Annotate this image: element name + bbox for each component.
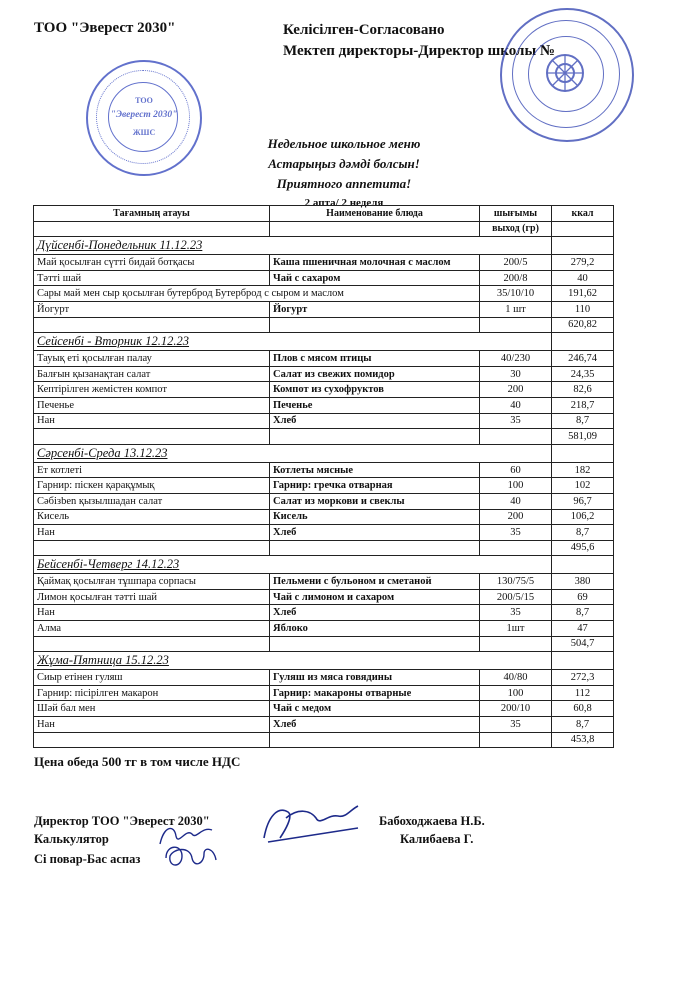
director-role: Директор ТОО "Эверест 2030"	[34, 814, 210, 828]
dish-name-ru: Чай с сахаром	[270, 270, 480, 286]
dish-name-kz: Йогурт	[34, 301, 270, 317]
dish-yield: 130/75/5	[480, 574, 552, 590]
dish-yield: 40	[480, 493, 552, 509]
menu-table	[33, 205, 614, 748]
table-row	[34, 413, 614, 429]
dish-name-ru: Компот из сухофруктов	[270, 382, 480, 398]
table-row	[34, 462, 614, 478]
dish-name-ru: Кисель	[270, 509, 480, 525]
day-total-row	[34, 636, 614, 652]
dish-name-ru: Яблоко	[270, 621, 480, 637]
dish-name-ru: Гуляш из мяса говядины	[270, 670, 480, 686]
dish-yield: 200/8	[480, 270, 552, 286]
dish-name-ru: Чай с лимоном и сахаром	[270, 589, 480, 605]
table-header-row	[34, 206, 614, 222]
column-header-ru: Наименование блюда	[270, 206, 480, 222]
dish-kcal: 272,3	[552, 670, 614, 686]
dish-name-ru: Хлеб	[270, 413, 480, 429]
approval-line-1: Келісілген-Согласовано	[283, 22, 445, 38]
dish-kcal: 110	[552, 301, 614, 317]
column-header-kcal: ккал	[552, 206, 614, 222]
dish-name-ru: Хлеб	[270, 525, 480, 541]
dish-kcal: 82,6	[552, 382, 614, 398]
lunch-price: Цена обеда 500 тг в том числе НДС	[34, 754, 241, 769]
dish-yield: 30	[480, 366, 552, 382]
dish-name-kz: Кисель	[34, 509, 270, 525]
dish-name-kz: Алма	[34, 621, 270, 637]
director-name: Бабоходжаева Н.Б.	[379, 814, 485, 828]
table-row	[34, 478, 614, 494]
dish-name-ru: Йогурт	[270, 301, 480, 317]
day-header-row	[34, 556, 614, 574]
column-header-yield-ru: выход (гр)	[480, 221, 552, 237]
dish-name-kz: Нан	[34, 717, 270, 733]
table-row	[34, 382, 614, 398]
day-total-kcal: 620,82	[552, 317, 614, 333]
menu-wish-kz: Астарыңыз дәмді болсын!	[268, 156, 420, 171]
dish-kcal: 8,7	[552, 605, 614, 621]
dish-name-kz: Сиыр етінен гуляш	[34, 670, 270, 686]
dish-yield: 40	[480, 397, 552, 413]
day-total-kcal: 581,09	[552, 429, 614, 445]
dish-kcal: 8,7	[552, 413, 614, 429]
dish-name-ru: Чай с медом	[270, 701, 480, 717]
calculator-role: Калькулятор	[34, 832, 109, 846]
dish-kcal: 112	[552, 685, 614, 701]
dish-kcal: 8,7	[552, 717, 614, 733]
day-total-row	[34, 317, 614, 333]
dish-kcal: 69	[552, 589, 614, 605]
week-label: 2 апта/ 2 неделя	[304, 197, 384, 209]
dish-name-kz: Нан	[34, 525, 270, 541]
dish-yield: 60	[480, 462, 552, 478]
dish-yield: 200/5/15	[480, 589, 552, 605]
stamp-center-text: "Эверест 2030"	[110, 110, 178, 120]
table-row	[34, 605, 614, 621]
table-row	[34, 574, 614, 590]
table-row	[34, 351, 614, 367]
dish-name-kz: Балғын қызанақтан салат	[34, 366, 270, 382]
approval-line-2: Мектеп директоры-Директор школы №	[283, 43, 555, 59]
menu-body	[34, 237, 614, 748]
day-title: Сәрсенбі-Среда 13.12.23	[34, 444, 480, 462]
day-header-row	[34, 652, 614, 670]
menu-titles	[0, 134, 688, 210]
dish-name-ru: Гарнир: гречка отварная	[270, 478, 480, 494]
dish-yield: 200	[480, 382, 552, 398]
director-signature-icon	[258, 798, 368, 848]
dish-name-kz: Нан	[34, 605, 270, 621]
table-row	[34, 589, 614, 605]
day-title: Сейсенбі - Вторник 12.12.23	[34, 333, 480, 351]
dish-kcal: 182	[552, 462, 614, 478]
dish-yield: 200/10	[480, 701, 552, 717]
day-total-kcal: 504,7	[552, 636, 614, 652]
dish-yield: 35	[480, 525, 552, 541]
dish-name-ru: Гарнир: макароны отварные	[270, 685, 480, 701]
dish-name-kz: Лимон қосылған тәтті шай	[34, 589, 270, 605]
day-header-row	[34, 444, 614, 462]
chef-role: Сі повар-Бас аспаз	[34, 852, 141, 866]
dish-kcal: 96,7	[552, 493, 614, 509]
dish-yield: 40/230	[480, 351, 552, 367]
dish-name-kz: Шәй бал мен	[34, 701, 270, 717]
dish-name-ru: Каша пшеничная молочная с маслом	[270, 255, 480, 271]
dish-yield: 100	[480, 685, 552, 701]
day-title: Жұма-Пятница 15.12.23	[34, 652, 480, 670]
table-row	[34, 670, 614, 686]
dish-kcal: 106,2	[552, 509, 614, 525]
dish-name-ru: Пельмени с бульоном и сметаной	[270, 574, 480, 590]
dish-name-ru: Плов с мясом птицы	[270, 351, 480, 367]
dish-yield: 35	[480, 717, 552, 733]
organization-name: ТОО "Эверест 2030"	[34, 20, 176, 36]
day-total-row	[34, 429, 614, 445]
day-total-kcal: 453,8	[552, 732, 614, 748]
dish-name-ru: Салат из свежих помидор	[270, 366, 480, 382]
dish-kcal: 60,8	[552, 701, 614, 717]
day-total-kcal: 495,6	[552, 540, 614, 556]
dish-name-ru: Котлеты мясные	[270, 462, 480, 478]
dish-yield: 100	[480, 478, 552, 494]
menu-title: Недельное школьное меню	[267, 136, 421, 151]
calculator-name: Калибаева Г.	[400, 832, 474, 846]
table-row	[34, 621, 614, 637]
day-title: Дүйсенбі-Понедельник 11.12.23	[34, 237, 480, 255]
dish-name-ru: Хлеб	[270, 717, 480, 733]
dish-name-kz: Май қосылған сүтті бидай ботқасы	[34, 255, 270, 271]
dish-name-kz: Тауық еті қосылған палау	[34, 351, 270, 367]
table-row	[34, 493, 614, 509]
dish-name-kz: Нан	[34, 413, 270, 429]
table-row	[34, 286, 614, 302]
table-row	[34, 255, 614, 271]
dish-name-ru: Печенье	[270, 397, 480, 413]
dish-name-kz: Тәтті шай	[34, 270, 270, 286]
dish-kcal: 218,7	[552, 397, 614, 413]
dish-kcal: 191,62	[552, 286, 614, 302]
dish-kcal: 8,7	[552, 525, 614, 541]
dish-name-kz: Печенье	[34, 397, 270, 413]
table-subheader-row	[34, 221, 614, 237]
dish-yield: 40/80	[480, 670, 552, 686]
dish-kcal: 380	[552, 574, 614, 590]
dish-name-ru: Хлеб	[270, 605, 480, 621]
dish-yield: 35/10/10	[480, 286, 552, 302]
school-stamp	[500, 8, 634, 142]
day-header-row	[34, 333, 614, 351]
dish-name-kz: Сәбізben қызылшадан салат	[34, 493, 270, 509]
dish-kcal: 24,35	[552, 366, 614, 382]
column-header-kz: Тағамның атауы	[34, 206, 270, 222]
dish-yield: 35	[480, 605, 552, 621]
table-row	[34, 301, 614, 317]
stamp-top-text: ТОО	[135, 96, 153, 105]
table-row	[34, 525, 614, 541]
dish-yield: 35	[480, 413, 552, 429]
day-title: Бейсенбі-Четверг 14.12.23	[34, 556, 480, 574]
dish-name-kz: Қаймақ қосылған тұшпара сорпасы	[34, 574, 270, 590]
dish-yield: 1шт	[480, 621, 552, 637]
day-total-row	[34, 732, 614, 748]
stamp-bottom-text: ЖШС	[132, 128, 156, 137]
dish-kcal: 279,2	[552, 255, 614, 271]
table-row	[34, 366, 614, 382]
dish-yield: 1 шт	[480, 301, 552, 317]
dish-kcal: 40	[552, 270, 614, 286]
menu-wish-ru: Приятного аппетита!	[276, 176, 412, 191]
dish-kcal: 246,74	[552, 351, 614, 367]
dish-name-kz: Гарнир: пісірілген макарон	[34, 685, 270, 701]
table-row	[34, 509, 614, 525]
dish-yield: 200/5	[480, 255, 552, 271]
column-header-yield: шығымы	[480, 206, 552, 222]
dish-kcal: 102	[552, 478, 614, 494]
dish-name-kz: Кептірілген жемістен компот	[34, 382, 270, 398]
dish-name-ru: Салат из моркови и свеклы	[270, 493, 480, 509]
table-row	[34, 717, 614, 733]
dish-kcal: 47	[552, 621, 614, 637]
day-header-row	[34, 237, 614, 255]
table-row	[34, 685, 614, 701]
day-total-row	[34, 540, 614, 556]
chef-signature-icon	[160, 838, 220, 872]
emblem-icon	[543, 51, 587, 95]
dish-name-kz: Сары май мен сыр қосылған бутерброд Бутерброд с сыром и маслом	[34, 286, 480, 302]
dish-name-kz: Гарнир: піскен қарақұмық	[34, 478, 270, 494]
dish-yield: 200	[480, 509, 552, 525]
table-row	[34, 270, 614, 286]
table-row	[34, 701, 614, 717]
table-row	[34, 397, 614, 413]
dish-name-kz: Ет котлеті	[34, 462, 270, 478]
